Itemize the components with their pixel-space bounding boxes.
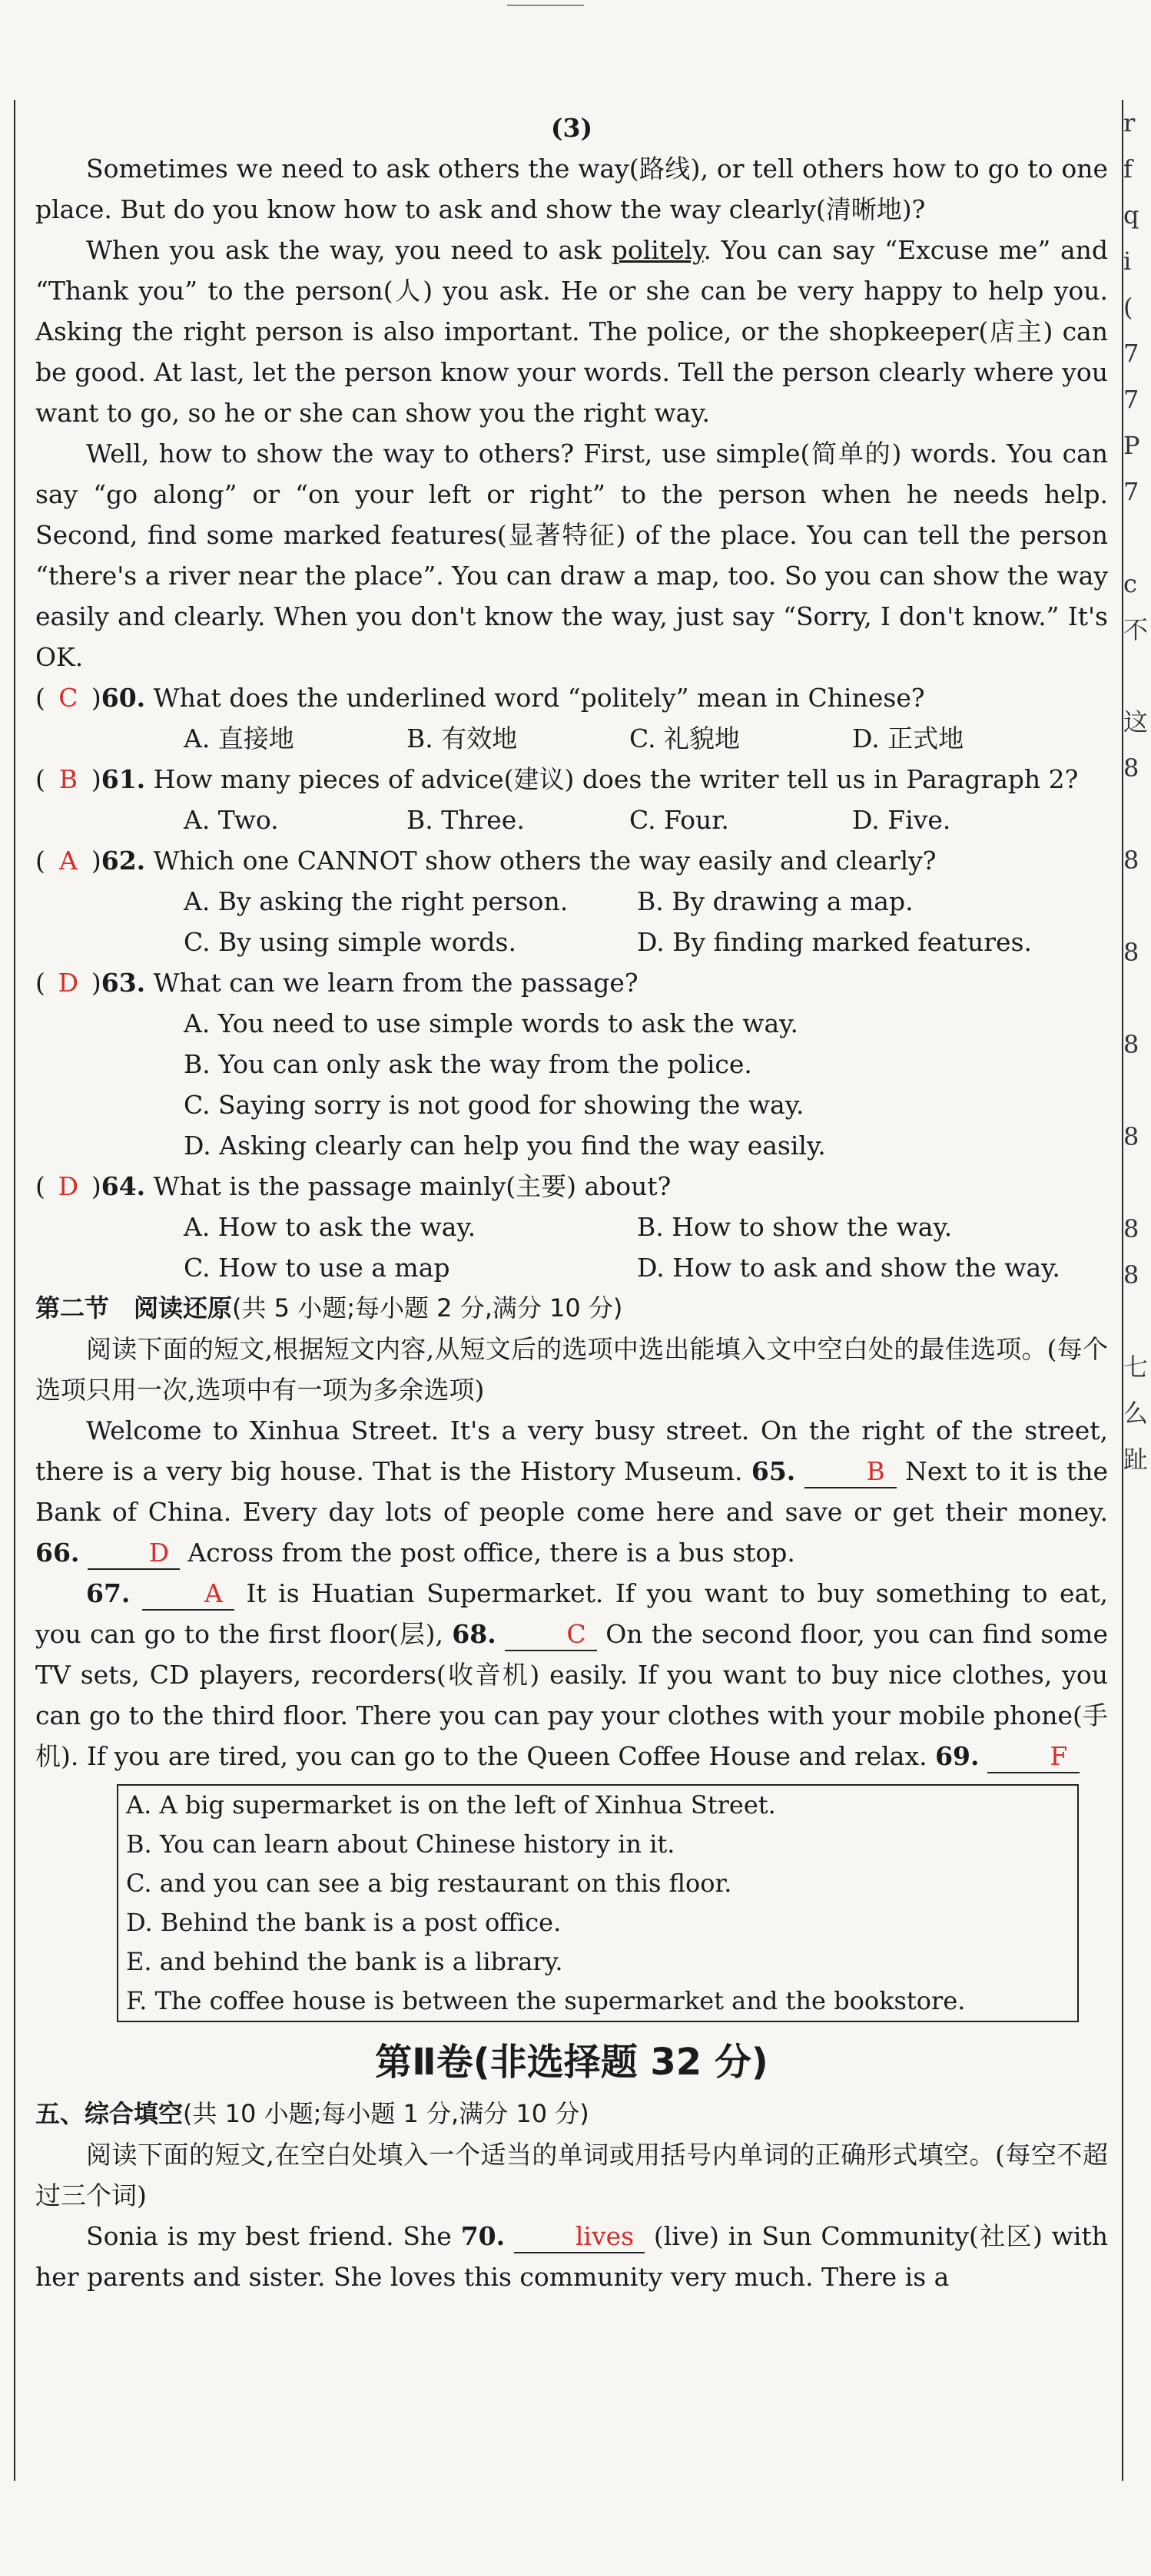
paragraph-2: When you ask the way, you need to ask politely. You can say “Excuse me” and “Thank you” to the person(人) you ask. He or she can be very happy to help you. Asking the right person is also important. The police, or the shopkeeper(店主) can be good. At last, let the person know your words. Tell the person clearly where you want to go, so he or she can show you the right way. — [35, 235, 1108, 428]
question-62: ( A )62. Which one CANNOT show others the way easily and clearly? A. By asking the right person. B. By drawing a map. C. By using simple words. D. By finding marked features. — [35, 840, 1108, 962]
page-column — [14, 100, 1123, 2481]
choice-d: D. Behind the bank is a post office. — [126, 1908, 562, 1937]
answer-64: D — [58, 1171, 79, 1201]
paragraph-1: Sometimes we need to ask others the way(路线), or tell others how to go to one place. But do you know how to ask and show the way clearly(清晰地)? — [35, 154, 1108, 224]
section-2-instructions: 阅读下面的短文,根据短文内容,从短文后的选项中选出能填入文中空白处的最佳选项。(每个选项只用一次,选项中有一项为多余选项) — [35, 1334, 1108, 1405]
answer-60: C — [58, 683, 78, 713]
answer-61: B — [58, 764, 78, 794]
paragraph-3: Well, how to show the way to others? First, use simple(简单的) words. You can say “go along” or “on your left or right” to the person when he needs help. Second, find some marked features(显著特征) of the place. You can tell the person “there's a river near the place”. You can draw a map, too. So you can show the way easily and clearly. When you don't know the way, just say “Sorry, I don't know.” It's OK. — [35, 439, 1108, 672]
choices-box — [117, 1784, 1079, 2022]
question-63: ( D )63. What can we learn from the passage? A. You need to use simple words to ask the way. B. You can only ask the way from the police. C. Saying sorry is not good for showing the way. D. Asking clearly can help you find the way easily. — [35, 962, 1108, 1166]
question-60: ( C )60. What does the underlined word “politely” mean in Chinese? A. 直接地 B. 有效地 C. 礼貌地 D. 正式地 — [35, 677, 1108, 759]
blank-69: F — [987, 1741, 1080, 1773]
blank-68: C — [505, 1619, 597, 1651]
question-61: ( B )61. How many pieces of advice(建议) does the writer tell us in Paragraph 2? A. Two. B. Three. C. Four. D. Five. — [35, 759, 1108, 840]
choice-f: F. The coffee house is between the supermarket and the bookstore. — [126, 1986, 966, 2015]
section-5-instructions: 阅读下面的短文,在空白处填入一个适当的单词或用括号内单词的正确形式填空。(每空不超过三个词) — [35, 2140, 1108, 2210]
blank-67: A — [142, 1578, 234, 1611]
blank-65: B — [804, 1456, 897, 1488]
options-63: A. You need to use simple words to ask the way. B. You can only ask the way from the police. C. Saying sorry is not good for showing the way. D. Asking clearly can help you find the way easily. — [184, 1008, 826, 1161]
options-62: A. By asking the right person. B. By drawing a map. C. By using simple words. D. By finding marked features. — [184, 886, 1032, 957]
choice-c: C. and you can see a big restaurant on this floor. — [126, 1869, 732, 1898]
section-2-heading: 第二节 阅读还原(共 5 小题;每小题 2 分,满分 10 分) — [35, 1293, 623, 1323]
top-crop-mark — [507, 5, 584, 9]
choice-a: A. A big supermarket is on the left of Xinhua Street. — [126, 1790, 776, 1819]
roll-2-title: 第Ⅱ卷(非选择题 32 分) — [375, 2041, 768, 2084]
choice-e: E. and behind the bank is a library. — [126, 1947, 563, 1976]
answer-63: D — [58, 968, 79, 998]
adjacent-page-strip: r f q i ( 7 7 P 7 c 不 这 8 8 8 8 8 8 8 七 么 趾 — [1123, 108, 1149, 1474]
part-number: (3) — [550, 113, 593, 143]
question-64: ( D )64. What is the passage mainly(主要) about? A. How to ask the way. B. How to show the way. C. How to use a map D. How to ask and show the way. — [35, 1166, 1108, 1288]
section-5-heading: 五、综合填空(共 10 小题;每小题 1 分,满分 10 分) — [35, 2099, 589, 2128]
underlined-word: politely — [611, 235, 704, 265]
answer-62: A — [58, 846, 78, 876]
options-61: A. Two. B. Three. C. Four. D. Five. — [184, 805, 951, 835]
cloze-passage-2: 67. A It is Huatian Supermarket. If you want to buy something to eat, you can go to the first floor(层), 68. C On the second floor, you can find some TV sets, CD players, recorders(收音机) easily. If you want to buy nice clothes, you can go to the third floor. There you can pay your clothes with your mobile phone(手机). If you are tired, you can go to the Queen Coffee House and relax. 69. F — [35, 1573, 1108, 1776]
cloze-passage: Welcome to Xinhua Street. It's a very busy street. On the right of the street, there is a very big house. That is the History Museum. 65. B Next to it is the Bank of China. Every day lots of people come here and save or get their money. 66. D Across from the post office, there is a bus stop. — [35, 1410, 1108, 1573]
options-64: A. How to ask the way. B. How to show the way. C. How to use a map D. How to ask and show the way. — [184, 1212, 1060, 1283]
fill-passage: Sonia is my best friend. She 70. lives (live) in Sun Community(社区) with her parents and sister. She loves this community very much. There is a — [35, 2221, 1108, 2292]
choice-b: B. You can learn about Chinese history in it. — [126, 1829, 675, 1859]
blank-70: lives — [514, 2221, 645, 2253]
options-60: A. 直接地 B. 有效地 C. 礼貌地 D. 正式地 — [184, 723, 964, 753]
blank-66: D — [88, 1538, 180, 1570]
content — [35, 100, 1108, 2297]
